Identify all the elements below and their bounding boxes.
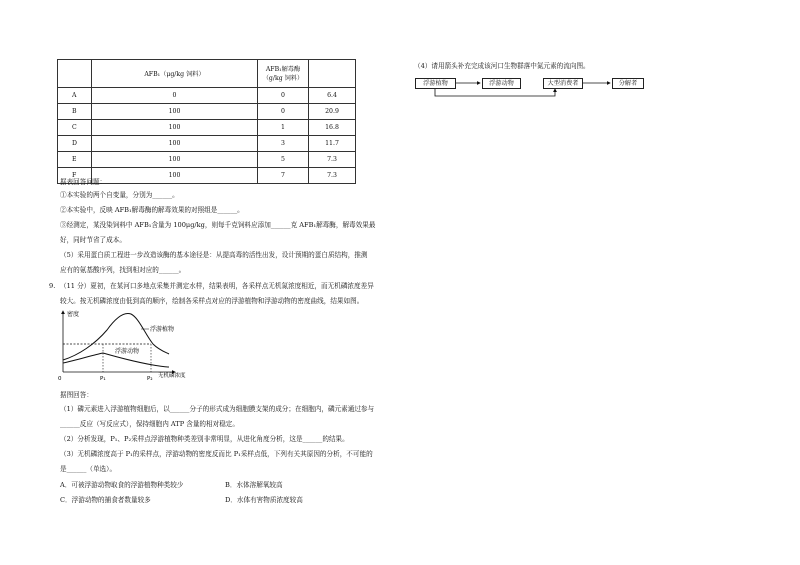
- phytoplankton-label: 浮游植物: [150, 326, 175, 333]
- table-cell: C: [58, 120, 92, 136]
- option-b: B．水体溶解氧较高: [225, 481, 283, 489]
- flow-box-decomposer: 分解者: [612, 78, 644, 89]
- table-cell: B: [58, 104, 92, 120]
- y-axis-label: 密度: [67, 311, 80, 318]
- p1-label: P₁: [100, 376, 106, 382]
- table-header-cell: AFB₁解毒酶（g/kg 饲料）: [258, 60, 309, 88]
- q8-part5-cont: 应有的氨基酸序列，找到相对应的______。: [60, 266, 186, 274]
- table-cell: 7: [258, 168, 309, 184]
- zooplankton-label: 浮游动物: [115, 348, 140, 355]
- q9-sub1: （1）磷元素进入浮游植物细胞后，以______分子的形式成为细胞膜支架的成分；在细胞内，磷元素通过参与: [60, 405, 375, 413]
- table-cell: 100: [92, 104, 258, 120]
- table-cell: 100: [92, 136, 258, 152]
- table-row: [58, 152, 356, 168]
- table-row: [58, 120, 356, 136]
- density-graph: [55, 308, 215, 384]
- q8-sub2: ②本实验中，反映 AFB₁解毒酶的解毒效果的对照组是______。: [60, 206, 244, 214]
- p2-label: P₂: [147, 376, 153, 382]
- table-row: [58, 88, 356, 104]
- table-cell: E: [58, 152, 92, 168]
- flow-box-zooplankton: 浮游动物: [482, 78, 521, 89]
- table-cell: 6.4: [309, 88, 356, 104]
- q9-part4: （4）请用箭头补充完成该河口生物群落中氮元素的流向图。: [414, 62, 590, 70]
- table-cell: 1: [258, 120, 309, 136]
- table-cell: 0: [92, 88, 258, 104]
- q9-stem-cont: 较大。按无机磷浓度由低到高的顺序，绘制各采样点对应的浮游植物和浮游动物的密度曲线，结果如图。: [60, 297, 364, 305]
- table-cell: 7.3: [309, 152, 356, 168]
- q8-intro: 据表回答问题：: [60, 178, 107, 186]
- table-cell: 3: [258, 136, 309, 152]
- table-row: [58, 136, 356, 152]
- table-cell: 0: [258, 104, 309, 120]
- flow-box-phytoplankton: 浮游植物: [415, 78, 456, 89]
- q8-sub1: ①本实验的两个自变量，分别为______。: [60, 191, 179, 199]
- q9-stem: （11 分）夏初，在某河口多地点采集并测定水样，结果表明，各采样点无机氮浓度相近，而无机磷浓度差异: [60, 282, 374, 290]
- table-cell: 11.7: [309, 136, 356, 152]
- zooplankton-curve: [63, 353, 169, 367]
- table-header-cell: [58, 60, 92, 88]
- option-c: C．浮游动物的捕食者数量较多: [60, 496, 151, 504]
- table-cell: 100: [92, 168, 258, 184]
- table-cell: 100: [92, 152, 258, 168]
- q9-sub2: （2）分析发现，P₁、P₂采样点浮游植物种类差别非常明显，从进化角度分析，这是______的结果。: [60, 435, 349, 443]
- table-header-cell: [309, 60, 356, 88]
- flow-box-large-consumer: 大型消费者: [543, 78, 583, 89]
- q8-sub3: ③经测定，某没染饲料中 AFB₁含量为 100μg/kg，则每千克饲料应添加______克 AFB₁解毒酶，解毒效果最: [60, 221, 376, 229]
- table-cell: 5: [258, 152, 309, 168]
- table-header-row: [58, 60, 356, 88]
- table-cell: A: [58, 88, 92, 104]
- table-cell: 100: [92, 120, 258, 136]
- table-header-cell: AFB₁（μg/kg 饲料）: [92, 60, 258, 88]
- table-cell: 20.9: [309, 104, 356, 120]
- flow-arrow-return: [435, 88, 555, 96]
- option-a: A．可被浮游动物取食的浮游植物种类较少: [60, 481, 184, 489]
- table-cell: 0: [258, 88, 309, 104]
- table-cell: F: [58, 168, 92, 184]
- q9-answer-intro: 据图回答：: [60, 391, 93, 399]
- q8-part5: （5）采用蛋白质工程进一步改造该酶的基本途径是：从提高毒的活性出发，设计预期的蛋白质结构，推测: [60, 251, 368, 259]
- table-row: [58, 104, 356, 120]
- table-cell: 16.8: [309, 120, 356, 136]
- table-cell: D: [58, 136, 92, 152]
- q8-sub3-cont: 好，同时节省了成本。: [60, 236, 126, 244]
- q9-sub3: （3）无机磷浓度高于 P₁的采样点，浮游动物的密度反而比 P₁采样点低，下列有关其原因的分析，不可能的: [60, 450, 373, 458]
- data-table: [57, 59, 356, 184]
- option-d: D．水体有害物质浓度较高: [225, 496, 303, 504]
- q9-sub3-cont: 是______（单选）。: [60, 465, 117, 473]
- question-number: 9.: [49, 282, 56, 290]
- origin-label: 0: [58, 376, 62, 382]
- x-axis-label: 无机磷浓度: [158, 373, 186, 379]
- table-cell: 7.3: [309, 168, 356, 184]
- q9-sub1-cont: ______反应（写反应式），保持细胞内 ATP 含量的相对稳定。: [60, 420, 239, 428]
